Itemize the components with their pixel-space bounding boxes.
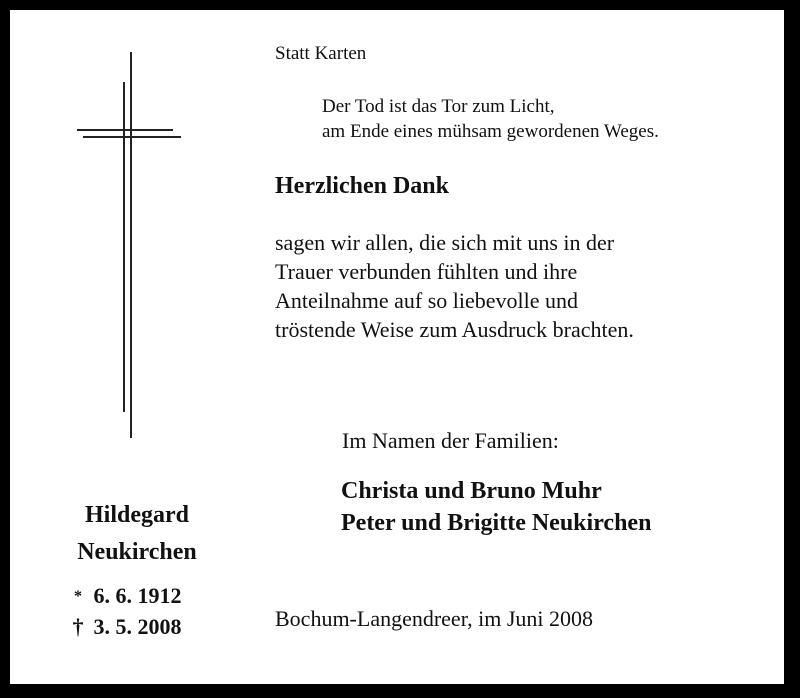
thanks-line: sagen wir allen, die sich mit uns in der	[275, 230, 615, 255]
family-name: Peter und Brigitte Neukirchen	[341, 510, 652, 536]
thanks-heading: Herzlichen Dank	[275, 173, 449, 199]
place-date: Bochum-Langendreer, im Juni 2008	[275, 606, 594, 631]
death-date-row	[68, 612, 182, 642]
family-name: Christa und Bruno Muhr	[341, 478, 602, 504]
birth-star-icon: *	[74, 588, 82, 605]
deceased-name	[42, 497, 232, 571]
deceased-last-name: Neukirchen	[77, 539, 197, 565]
birth-date-row	[68, 581, 182, 612]
deceased-first-name: Hildegard	[84, 502, 189, 528]
salutation: Statt Karten	[275, 43, 367, 64]
quote-line: am Ende eines mühsam gewordenen Weges.	[322, 121, 659, 142]
deceased-dates	[68, 581, 182, 642]
thanks-line: Trauer verbunden fühlten und ihre	[275, 259, 578, 284]
thanks-line: Anteilnahme auf so liebevolle und	[275, 288, 579, 313]
death-cross-icon: †	[72, 614, 84, 639]
thanks-line: tröstende Weise zum Ausdruck brachten.	[275, 317, 634, 342]
thanks-text	[275, 228, 634, 344]
death-date: 3. 5. 2008	[93, 614, 182, 639]
quote-line: Der Tod ist das Tor zum Licht,	[322, 96, 555, 117]
family-intro: Im Namen der Familien:	[342, 428, 559, 453]
family-names	[341, 475, 651, 539]
birth-date: 6. 6. 1912	[93, 583, 182, 608]
quote	[322, 94, 659, 144]
